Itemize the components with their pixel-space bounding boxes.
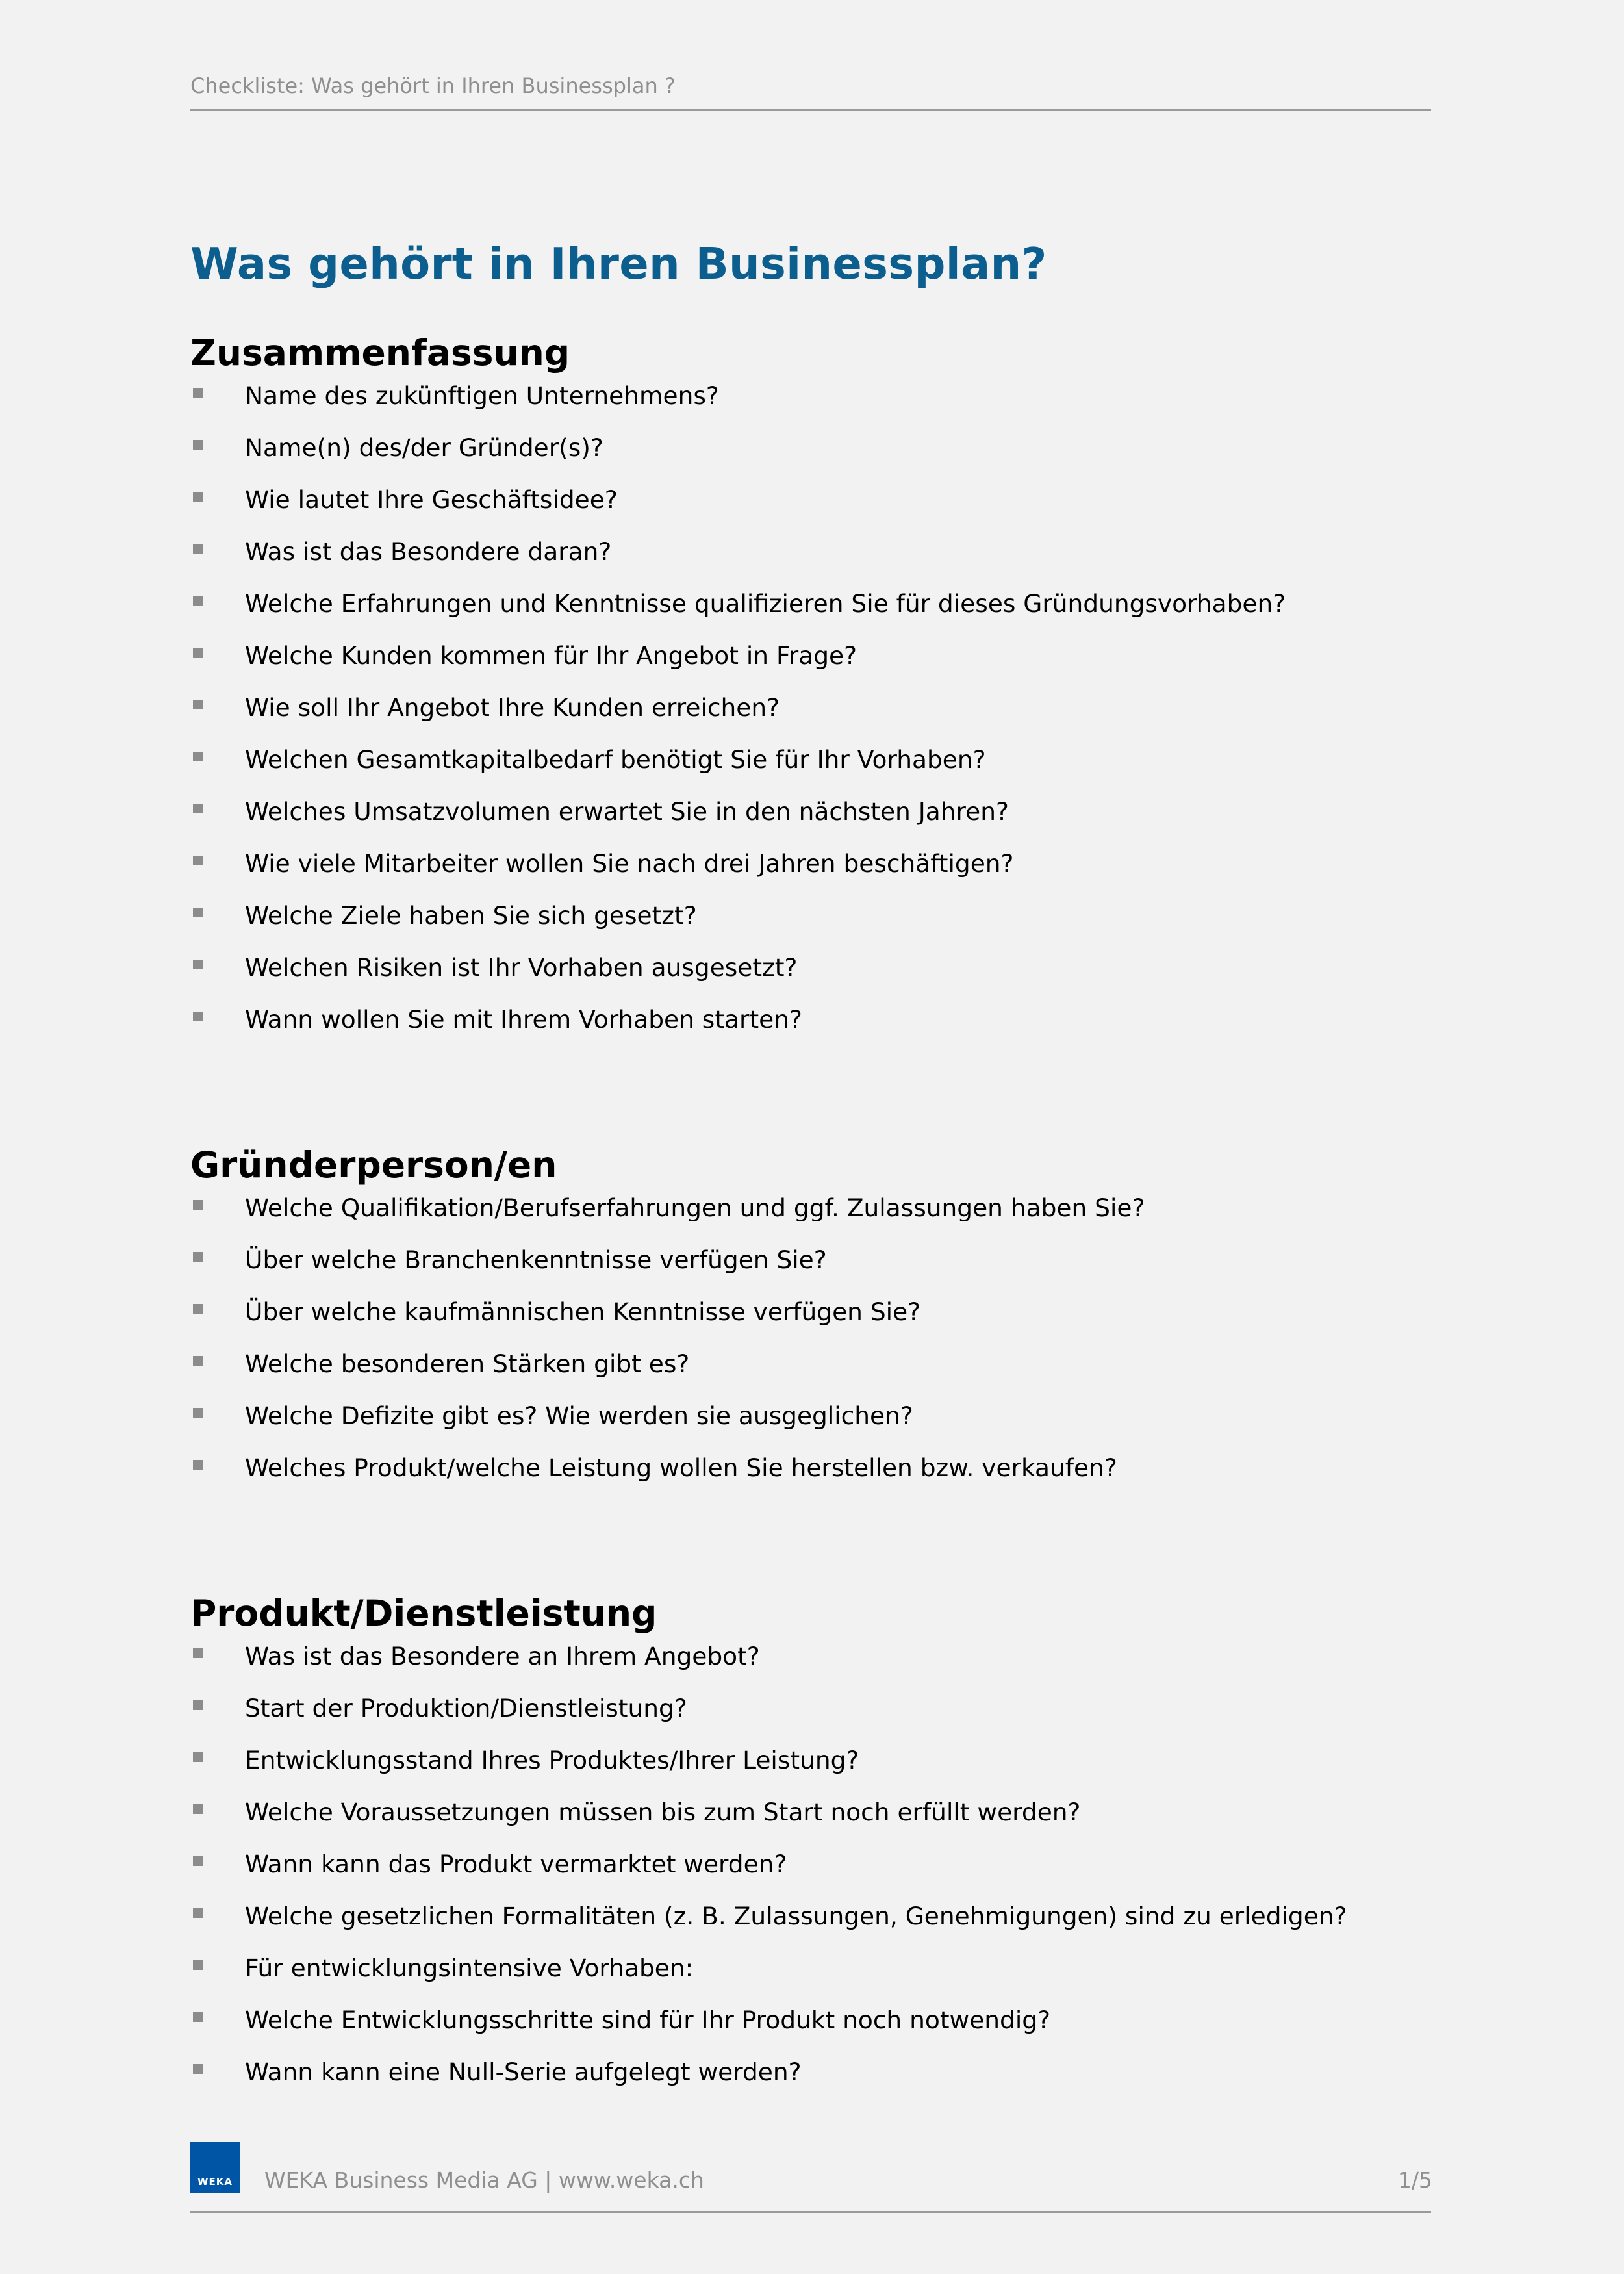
list-item: [190, 1348, 1431, 1399]
list-item: [190, 1244, 1431, 1296]
page-header: [190, 73, 1431, 99]
list-item-text: Wann wollen Sie mit Ihrem Vorhaben starten?: [245, 1005, 802, 1034]
checklist: [190, 379, 1431, 1055]
square-bullet-icon: [193, 1856, 203, 1866]
footer-divider: [190, 2211, 1431, 2213]
list-item-text: Welche Kunden kommen für Ihr Angebot in Frage?: [245, 641, 857, 670]
section-produkt-dienstleistung: [190, 1591, 1431, 2108]
square-bullet-icon: [193, 2012, 203, 2022]
list-item-text: Welche besonderen Stärken gibt es?: [245, 1349, 690, 1378]
list-item: [190, 431, 1431, 483]
square-bullet-icon: [193, 1648, 203, 1658]
square-bullet-icon: [193, 2064, 203, 2074]
list-item: [190, 847, 1431, 899]
square-bullet-icon: [193, 908, 203, 917]
list-item: [190, 639, 1431, 691]
page-number: 1/5: [1397, 2167, 1432, 2193]
list-item-text: Welche Erfahrungen und Kenntnisse qualifizieren Sie für dieses Gründungsvorhaben?: [245, 589, 1286, 618]
square-bullet-icon: [193, 960, 203, 969]
list-item-text: Über welche kaufmännischen Kenntnisse verfügen Sie?: [245, 1297, 921, 1326]
square-bullet-icon: [193, 1804, 203, 1814]
list-item-text: Welche gesetzlichen Formalitäten (z. B. Zulassungen, Genehmigungen) sind zu erledigen?: [245, 1902, 1347, 1930]
list-item-text: Wie soll Ihr Angebot Ihre Kunden erreichen?: [245, 693, 780, 722]
square-bullet-icon: [193, 388, 203, 398]
list-item: [190, 1744, 1431, 1796]
square-bullet-icon: [193, 492, 203, 502]
list-item-text: Welche Defizite gibt es? Wie werden sie ausgeglichen?: [245, 1401, 913, 1430]
list-item-text: Entwicklungsstand Ihres Produktes/Ihrer Leistung?: [245, 1746, 859, 1774]
list-item-text: Für entwicklungsintensive Vorhaben:: [245, 1954, 694, 1982]
square-bullet-icon: [193, 1408, 203, 1418]
list-item-text: Start der Produktion/Dienstleistung?: [245, 1694, 687, 1722]
list-item-text: Welches Umsatzvolumen erwartet Sie in den nächsten Jahren?: [245, 797, 1009, 826]
list-item-text: Was ist das Besondere an Ihrem Angebot?: [245, 1642, 760, 1670]
list-item: [190, 483, 1431, 535]
list-item: [190, 587, 1431, 639]
square-bullet-icon: [193, 804, 203, 813]
list-item: [190, 691, 1431, 743]
square-bullet-icon: [193, 700, 203, 709]
square-bullet-icon: [193, 1700, 203, 1710]
list-item-text: Welches Produkt/welche Leistung wollen Sie herstellen bzw. verkaufen?: [245, 1453, 1117, 1482]
square-bullet-icon: [193, 1200, 203, 1210]
list-item: [190, 1848, 1431, 1900]
section-zusammenfassung: [190, 330, 1431, 1055]
list-item-text: Name des zukünftigen Unternehmens?: [245, 381, 719, 410]
square-bullet-icon: [193, 1252, 203, 1262]
square-bullet-icon: [193, 1908, 203, 1918]
list-item-text: Name(n) des/der Gründer(s)?: [245, 433, 603, 462]
list-item-text: Wann kann das Produkt vermarktet werden?: [245, 1850, 787, 1878]
list-item: [190, 1399, 1431, 1451]
list-item: [190, 2004, 1431, 2056]
checklist: [190, 1640, 1431, 2108]
list-item-text: Was ist das Besondere daran?: [245, 537, 612, 566]
section-heading: Produkt/Dienstleistung: [190, 1592, 657, 1634]
list-item: [190, 1952, 1431, 2004]
square-bullet-icon: [193, 1460, 203, 1470]
list-item: [190, 2056, 1431, 2108]
section-gruenderpersonen: [190, 1142, 1431, 1503]
square-bullet-icon: [193, 544, 203, 554]
list-item: [190, 1451, 1431, 1503]
square-bullet-icon: [193, 1356, 203, 1366]
list-item: [190, 379, 1431, 431]
list-item-text: Wie viele Mitarbeiter wollen Sie nach drei Jahren beschäftigen?: [245, 849, 1014, 878]
list-item-text: Welche Voraussetzungen müssen bis zum Start noch erfüllt werden?: [245, 1798, 1081, 1826]
square-bullet-icon: [193, 440, 203, 450]
list-item: [190, 951, 1431, 1003]
square-bullet-icon: [193, 752, 203, 761]
list-item: [190, 743, 1431, 795]
list-item-text: Über welche Branchenkenntnisse verfügen Sie?: [245, 1246, 827, 1274]
list-item: [190, 899, 1431, 951]
square-bullet-icon: [193, 1960, 203, 1970]
list-item: [190, 1692, 1431, 1744]
list-item-text: Wie lautet Ihre Geschäftsidee?: [245, 485, 618, 514]
list-item-text: Welche Entwicklungsschritte sind für Ihr Produkt noch notwendig?: [245, 2006, 1050, 2034]
list-item: [190, 1003, 1431, 1055]
list-item: [190, 1900, 1431, 1952]
list-item-text: Welchen Gesamtkapitalbedarf benötigt Sie für Ihr Vorhaben?: [245, 745, 986, 774]
square-bullet-icon: [193, 1752, 203, 1762]
list-item-text: Welche Qualifikation/Berufserfahrungen und ggf. Zulassungen haben Sie?: [245, 1194, 1145, 1222]
section-heading: Zusammenfassung: [190, 332, 570, 374]
page-title: Was gehört in Ihren Businessplan?: [190, 238, 1047, 289]
list-item: [190, 1296, 1431, 1348]
square-bullet-icon: [193, 856, 203, 865]
list-item: [190, 795, 1431, 847]
footer-company: WEKA Business Media AG | www.weka.ch: [264, 2167, 704, 2193]
logo-text: WEKA: [197, 2176, 233, 2188]
list-item: [190, 1192, 1431, 1244]
weka-logo: [190, 2142, 240, 2193]
square-bullet-icon: [193, 1012, 203, 1021]
square-bullet-icon: [193, 648, 203, 658]
checklist: [190, 1192, 1431, 1503]
square-bullet-icon: [193, 1304, 203, 1314]
list-item: [190, 1640, 1431, 1692]
list-item-text: Welche Ziele haben Sie sich gesetzt?: [245, 901, 697, 930]
header-text: Checkliste: Was gehört in Ihren Businessplan ?: [190, 73, 676, 98]
list-item-text: Welchen Risiken ist Ihr Vorhaben ausgesetzt?: [245, 953, 798, 982]
list-item: [190, 535, 1431, 587]
section-heading: Gründerperson/en: [190, 1144, 557, 1186]
square-bullet-icon: [193, 596, 203, 606]
list-item: [190, 1796, 1431, 1848]
list-item-text: Wann kann eine Null-Serie aufgelegt werden?: [245, 2058, 802, 2086]
header-divider: [190, 109, 1431, 111]
